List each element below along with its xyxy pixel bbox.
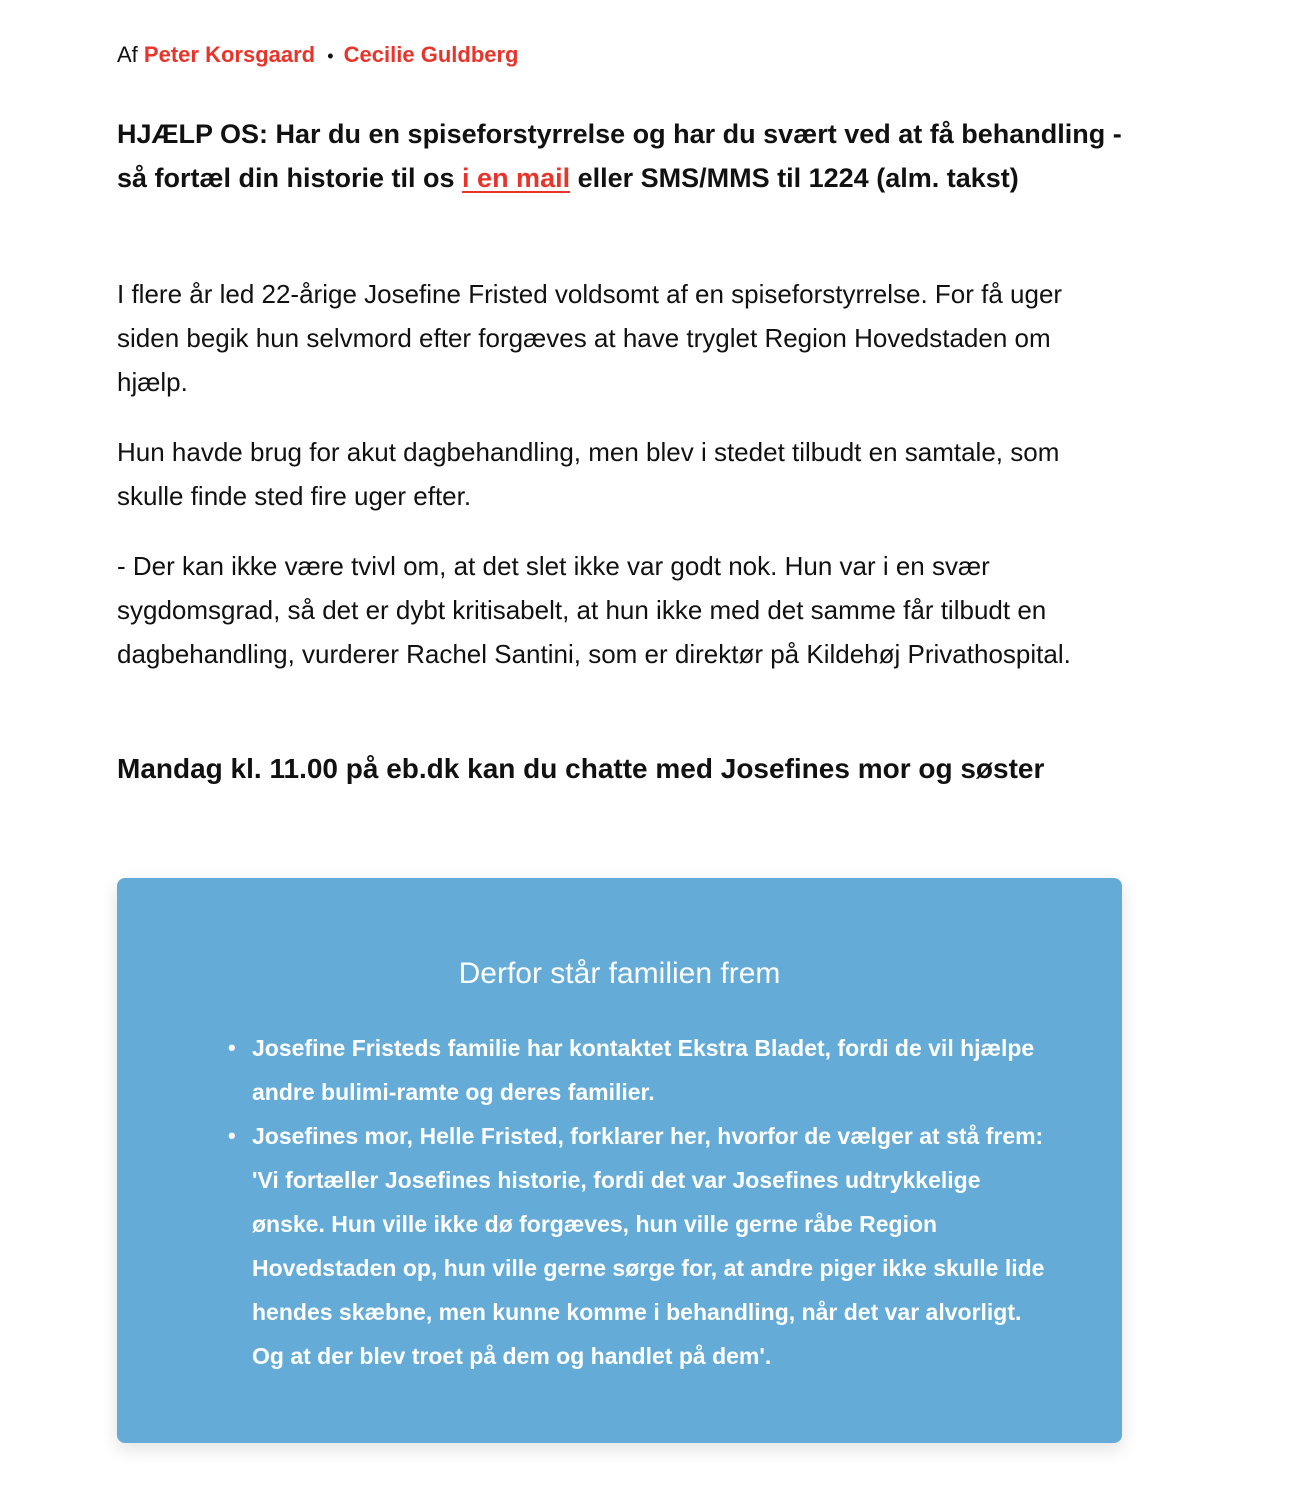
article-paragraph-quote: - Der kan ikke være tvivl om, at det slet ikke var godt nok. Hun var i en svær sygdomsgrad, så det er dybt kritisabelt, at hun ikke med det samme får tilbudt en dagbehandling, vurderer Rachel Santini, som er direktør på Kildehøj Privathospital.: [117, 551, 1071, 669]
factbox-item: [228, 1026, 1052, 1114]
factbox-title: Derfor står familien frem: [458, 957, 781, 990]
factbox-list: [228, 1026, 1052, 1378]
lead-text-after: eller SMS/MMS til 1224 (alm. takst): [570, 163, 1019, 193]
byline-prefix: Af: [117, 42, 138, 67]
article-paragraph: I flere år led 22-årige Josefine Fristed voldsomt af en spiseforstyrrelse. For få uger siden begik hun selvmord efter forgæves at have tryglet Region Hovedstaden om hjælp.: [117, 279, 1063, 397]
mail-link[interactable]: i en mail: [462, 163, 571, 193]
byline-separator: •: [327, 46, 334, 66]
factbox-item-text: Josefines mor, Helle Fristed, forklarer her, hvorfor de vælger at stå frem: 'Vi fortæller Josefines historie, fordi det var Josefines udtrykkelige ønske. Hun ville ikke dø forgæves, hun ville gerne råbe Region Hovedstaden op, hun ville gerne sørge for, at andre piger ikke skulle lide hendes skæbne, men kunne komme i behandling, når det var alvorligt. Og at der blev troet på dem og handlet på dem'.: [252, 1123, 1045, 1369]
lead-text-before: HJÆLP OS: Har du en spiseforstyrrelse og har du svært ved at få behandling - så fortæl din historie til os: [117, 119, 1122, 193]
chat-announcement-subhead: Mandag kl. 11.00 på eb.dk kan du chatte med Josefines mor og søster: [117, 753, 1045, 784]
factbox-item: [228, 1114, 1052, 1378]
article-paragraph: Hun havde brug for akut dagbehandling, men blev i stedet tilbudt en samtale, som skulle finde sted fire uger efter.: [117, 437, 1060, 511]
author-link-peter-korsgaard[interactable]: Peter Korsgaard: [143, 42, 316, 67]
call-to-action-lead: [117, 112, 1122, 200]
bullet-icon: •: [228, 1035, 236, 1060]
bullet-icon: •: [228, 1123, 236, 1148]
byline: [117, 40, 519, 71]
factbox-item-text: Josefine Fristeds familie har kontaktet Ekstra Bladet, fordi de vil hjælpe andre bulimi-ramte og deres familier.: [252, 1035, 1035, 1105]
factbox: [117, 878, 1122, 1443]
author-link-cecilie-guldberg[interactable]: Cecilie Guldberg: [343, 42, 519, 67]
